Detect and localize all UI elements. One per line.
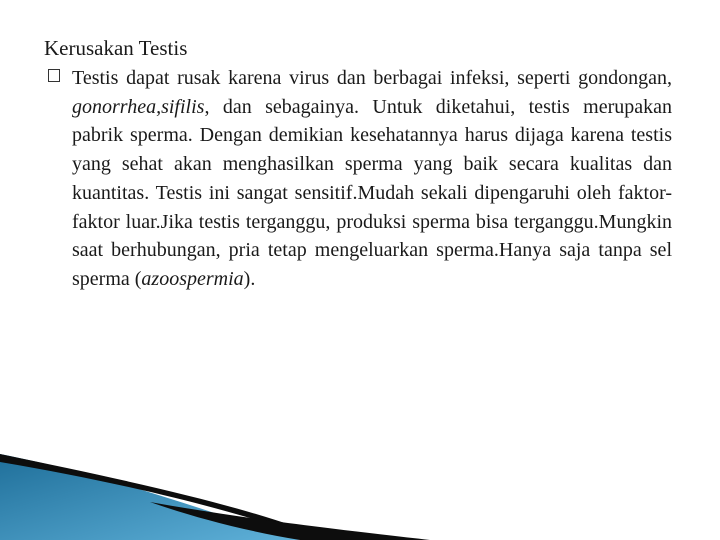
bullet-text bbox=[48, 64, 672, 294]
text-run: Testis dapat rusak karena virus dan berbagai infeksi, seperti gondongan, bbox=[72, 67, 672, 89]
text-run: ). bbox=[243, 267, 256, 290]
slide-heading: Kerusakan Testis bbox=[44, 36, 188, 60]
bullet-item bbox=[48, 64, 672, 294]
text-run-italic: azoospermia bbox=[141, 267, 244, 290]
decorative-swoosh bbox=[0, 440, 720, 540]
text-run: , dan sebagainya. Untuk diketahui, testis merupakan pabrik sperma. Dengan demikian kesehatannya harus dijaga karena testis yang sehat akan menghasilkan sperma yang baik secara kualitas dan kuantitas. Testis ini sangat sensitif.Mudah sekali dipengaruhi oleh faktor-faktor luar.Jika testis terganggu, produksi sperma bisa terganggu.Mungkin saat berhubungan, pria tetap mengeluarkan sperma.Hanya saja tanpa sel sperma ( bbox=[72, 95, 672, 290]
text-run-italic: gonorrhea,sifilis bbox=[72, 95, 205, 118]
square-bullet-icon bbox=[48, 69, 60, 82]
